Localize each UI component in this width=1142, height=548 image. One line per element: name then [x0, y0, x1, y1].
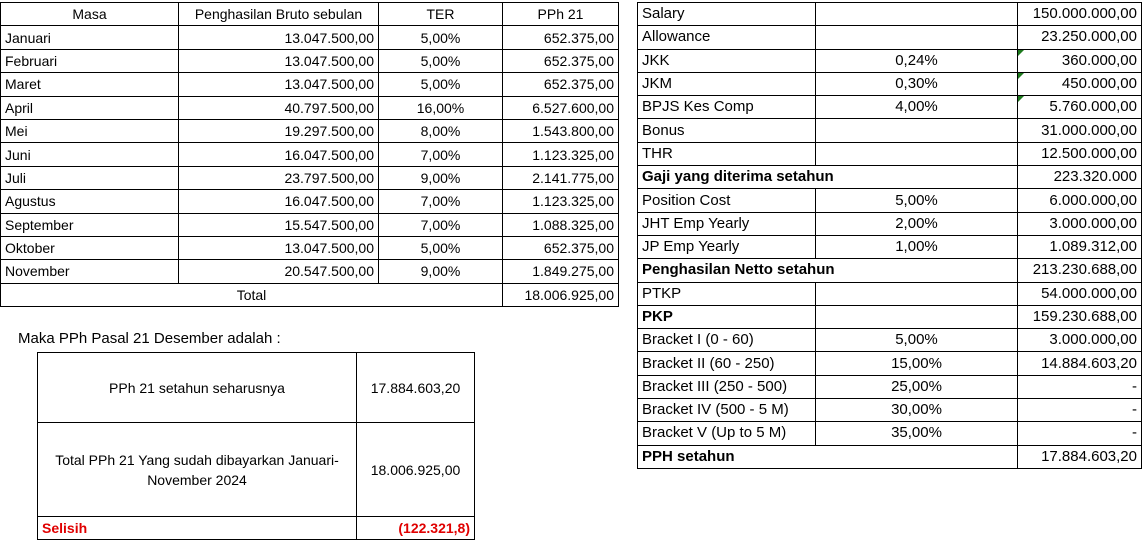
salary-value: 159.230.688,00 [1018, 305, 1142, 328]
salary-value: 31.000.000,00 [1018, 119, 1142, 142]
summary-value: 18.006.925,00 [357, 423, 475, 517]
salary-label: Bracket V (Up to 5 M) [638, 422, 816, 445]
selisih-value: (122.321,8) [357, 517, 475, 540]
table-row [638, 282, 1142, 305]
header-ter: TER [379, 3, 503, 26]
ter-cell: 5,00% [379, 49, 503, 72]
salary-rate: 0,24% [816, 49, 1018, 72]
salary-rate: 2,00% [816, 212, 1018, 235]
table-row [638, 352, 1142, 375]
salary-label: Allowance [638, 26, 816, 49]
table-row [638, 375, 1142, 398]
ter-cell: 8,00% [379, 119, 503, 142]
table-row [638, 259, 1142, 282]
ter-cell: 16,00% [379, 96, 503, 119]
salary-label: JKM [638, 72, 816, 95]
salary-label: PTKP [638, 282, 816, 305]
table-row [638, 399, 1142, 422]
salary-label: BPJS Kes Comp [638, 96, 816, 119]
bruto-cell: 16.047.500,00 [179, 190, 379, 213]
salary-rate [816, 26, 1018, 49]
salary-rate [816, 282, 1018, 305]
salary-rate: 25,00% [816, 375, 1018, 398]
salary-rate: 5,00% [816, 329, 1018, 352]
table-row [638, 189, 1142, 212]
summary-row-paid [38, 423, 475, 517]
bruto-cell: 40.797.500,00 [179, 96, 379, 119]
header-masa: Masa [1, 3, 179, 26]
salary-label: Penghasilan Netto setahun [638, 259, 1018, 282]
table-row [1, 190, 619, 213]
summary-label: Total PPh 21 Yang sudah dibayarkan Januari-November 2024 [38, 423, 357, 517]
salary-value: 360.000,00 [1018, 49, 1142, 72]
summary-row-selisih [38, 517, 475, 540]
month-cell: Maret [1, 73, 179, 96]
salary-label: PKP [638, 305, 816, 328]
salary-rate: 1,00% [816, 235, 1018, 258]
table-row [638, 3, 1142, 26]
pph21-cell: 1.123.325,00 [503, 190, 619, 213]
salary-value: 6.000.000,00 [1018, 189, 1142, 212]
table-row [638, 26, 1142, 49]
table-row [638, 305, 1142, 328]
total-label: Total [1, 283, 503, 306]
salary-value: 12.500.000,00 [1018, 142, 1142, 165]
month-cell: Juni [1, 143, 179, 166]
bruto-cell: 13.047.500,00 [179, 49, 379, 72]
salary-value: 54.000.000,00 [1018, 282, 1142, 305]
total-value: 18.006.925,00 [503, 283, 619, 306]
pph21-cell: 1.123.325,00 [503, 143, 619, 166]
header-pph21: PPh 21 [503, 3, 619, 26]
pph21-cell: 1.543.800,00 [503, 119, 619, 142]
month-cell: Januari [1, 26, 179, 49]
ter-cell: 5,00% [379, 26, 503, 49]
salary-label: Bonus [638, 119, 816, 142]
selisih-label: Selisih [38, 517, 357, 540]
month-cell: Oktober [1, 236, 179, 259]
bruto-cell: 16.047.500,00 [179, 143, 379, 166]
table-row [1, 73, 619, 96]
month-cell: September [1, 213, 179, 236]
salary-value: - [1018, 399, 1142, 422]
salary-value: 14.884.603,20 [1018, 352, 1142, 375]
salary-value: 223.320.000 [1018, 166, 1142, 189]
table-row [1, 119, 619, 142]
ter-cell: 7,00% [379, 213, 503, 236]
header-penghasilan-bruto: Penghasilan Bruto sebulan [179, 3, 379, 26]
bruto-cell: 23.797.500,00 [179, 166, 379, 189]
pph21-cell: 652.375,00 [503, 73, 619, 96]
salary-value: 3.000.000,00 [1018, 329, 1142, 352]
table-row [1, 166, 619, 189]
salary-rate: 35,00% [816, 422, 1018, 445]
bruto-cell: 20.547.500,00 [179, 260, 379, 283]
ter-cell: 7,00% [379, 143, 503, 166]
pph21-cell: 1.849.275,00 [503, 260, 619, 283]
salary-value: 150.000.000,00 [1018, 3, 1142, 26]
monthly-total-row [1, 283, 619, 306]
salary-value: 450.000,00 [1018, 72, 1142, 95]
table-row [638, 96, 1142, 119]
table-row [638, 212, 1142, 235]
table-row [638, 422, 1142, 445]
table-row [638, 49, 1142, 72]
salary-value: - [1018, 375, 1142, 398]
table-row [638, 166, 1142, 189]
month-cell: April [1, 96, 179, 119]
salary-rate [816, 305, 1018, 328]
table-row [638, 235, 1142, 258]
salary-rate [816, 142, 1018, 165]
annual-salary-table [637, 2, 1142, 469]
salary-label: Salary [638, 3, 816, 26]
salary-value: - [1018, 422, 1142, 445]
monthly-table-body [1, 26, 619, 283]
salary-label: JHT Emp Yearly [638, 212, 816, 235]
salary-label: JKK [638, 49, 816, 72]
month-cell: Mei [1, 119, 179, 142]
table-row [1, 260, 619, 283]
salary-rate: 30,00% [816, 399, 1018, 422]
salary-label: Bracket I (0 - 60) [638, 329, 816, 352]
ter-cell: 5,00% [379, 73, 503, 96]
pph21-cell: 6.527.600,00 [503, 96, 619, 119]
table-row [638, 119, 1142, 142]
salary-rate [816, 3, 1018, 26]
table-row [1, 96, 619, 119]
pph21-cell: 652.375,00 [503, 49, 619, 72]
salary-label: Gaji yang diterima setahun [638, 166, 1018, 189]
summary-value: 17.884.603,20 [357, 353, 475, 423]
salary-rate [816, 119, 1018, 142]
salary-rate: 4,00% [816, 96, 1018, 119]
salary-label: Bracket III (250 - 500) [638, 375, 816, 398]
salary-rate: 15,00% [816, 352, 1018, 375]
month-cell: Juli [1, 166, 179, 189]
table-row [1, 213, 619, 236]
summary-label: PPh 21 setahun seharusnya [38, 353, 357, 423]
month-cell: Februari [1, 49, 179, 72]
monthly-header-row [1, 3, 619, 26]
summary-table [37, 352, 475, 540]
salary-value: 5.760.000,00 [1018, 96, 1142, 119]
salary-value: 3.000.000,00 [1018, 212, 1142, 235]
salary-value: 17.884.603,20 [1018, 445, 1142, 468]
ter-cell: 9,00% [379, 260, 503, 283]
salary-rate: 5,00% [816, 189, 1018, 212]
salary-label: PPH setahun [638, 445, 1018, 468]
ter-cell: 9,00% [379, 166, 503, 189]
bruto-cell: 15.547.500,00 [179, 213, 379, 236]
salary-label: JP Emp Yearly [638, 235, 816, 258]
december-caption: Maka PPh Pasal 21 Desember adalah : [18, 330, 281, 347]
bruto-cell: 13.047.500,00 [179, 236, 379, 259]
salary-label: Bracket IV (500 - 5 M) [638, 399, 816, 422]
summary-row-annual [38, 353, 475, 423]
salary-rate: 0,30% [816, 72, 1018, 95]
table-row [638, 142, 1142, 165]
table-row [1, 143, 619, 166]
salary-label: Position Cost [638, 189, 816, 212]
pph21-cell: 652.375,00 [503, 26, 619, 49]
ter-cell: 7,00% [379, 190, 503, 213]
table-row [638, 445, 1142, 468]
monthly-pph21-table [0, 2, 619, 307]
table-row [1, 49, 619, 72]
salary-table-body [638, 3, 1142, 469]
ter-cell: 5,00% [379, 236, 503, 259]
pph21-cell: 1.088.325,00 [503, 213, 619, 236]
pph21-cell: 652.375,00 [503, 236, 619, 259]
month-cell: Agustus [1, 190, 179, 213]
table-row [1, 236, 619, 259]
month-cell: November [1, 260, 179, 283]
salary-value: 213.230.688,00 [1018, 259, 1142, 282]
salary-value: 23.250.000,00 [1018, 26, 1142, 49]
salary-label: Bracket II (60 - 250) [638, 352, 816, 375]
salary-value: 1.089.312,00 [1018, 235, 1142, 258]
table-row [638, 72, 1142, 95]
table-row [638, 329, 1142, 352]
table-row [1, 26, 619, 49]
bruto-cell: 13.047.500,00 [179, 73, 379, 96]
salary-label: THR [638, 142, 816, 165]
bruto-cell: 13.047.500,00 [179, 26, 379, 49]
pph21-cell: 2.141.775,00 [503, 166, 619, 189]
bruto-cell: 19.297.500,00 [179, 119, 379, 142]
